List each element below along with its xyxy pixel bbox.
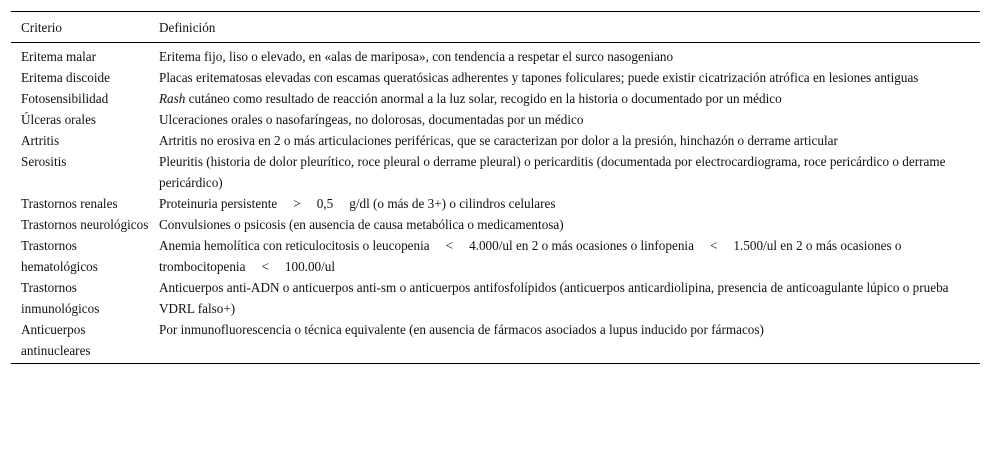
header-definicion: Definición xyxy=(159,19,216,35)
definicion-cell: Anticuerpos anti-ADN o anticuerpos anti-sm o anticuerpos antifosfolípidos (anticuerpos anticardiolipina, presencia de anticoagulante lúpico o prueba VDRL falso+) xyxy=(159,280,949,316)
criterio-cell: Eritema malar xyxy=(21,49,97,64)
operator-lt: < xyxy=(709,238,718,253)
table-row xyxy=(11,319,980,361)
table-row xyxy=(11,277,980,319)
criterio-cell: Úlceras orales xyxy=(21,112,97,127)
criterio-cell: Artritis xyxy=(21,133,60,148)
table-header xyxy=(11,12,980,42)
definicion-cell xyxy=(159,88,980,109)
criteria-table xyxy=(11,11,980,364)
definicion-cell: Convulsiones o psicosis (en ausencia de causa metabólica o medicamentosa) xyxy=(159,217,564,232)
table-row xyxy=(11,130,980,151)
definicion-cell: Ulceraciones orales o nasofaríngeas, no dolorosas, documentadas por un médico xyxy=(159,112,584,127)
definicion-text: 4.000/ul en 2 o más ocasiones o linfopenia xyxy=(469,238,694,253)
definicion-text: Anemia hemolítica con reticulocitosis o leucopenia xyxy=(159,238,430,253)
definicion-value: 0,5 xyxy=(316,196,334,211)
table-body xyxy=(11,43,980,363)
criterio-cell: Trastornos neurológicos xyxy=(21,217,149,232)
definicion-cell: Eritema fijo, liso o elevado, en «alas de mariposa», con tendencia a respetar el surco nasogeniano xyxy=(159,49,674,64)
definicion-text: cutáneo como resultado de reacción anormal a la luz solar, recogido en la historia o documentado por un médico xyxy=(185,91,782,106)
criterio-cell: Trastornos hematológicos xyxy=(21,238,98,274)
table-row xyxy=(11,235,980,277)
definicion-cell: Pleuritis (historia de dolor pleurítico, roce pleural o derrame pleural) o pericarditis (documentada por electrocardiograma, roce pericárdico o derrame pericárdico) xyxy=(159,154,946,190)
header-criterio: Criterio xyxy=(21,19,63,35)
definicion-text: g/dl (o más de 3+) o cilindros celulares xyxy=(349,196,556,211)
definicion-cell: Artritis no erosiva en 2 o más articulaciones periféricas, que se caracterizan por dolor a la presión, hinchazón o derrame articular xyxy=(159,133,838,148)
table-row xyxy=(11,67,980,88)
table-row xyxy=(11,151,980,193)
table-row xyxy=(11,46,980,67)
criterio-cell: Serositis xyxy=(21,154,67,169)
definicion-text: Proteinuria persistente xyxy=(159,196,278,211)
definicion-cell: Placas eritematosas elevadas con escamas queratósicas adherentes y tapones foliculares; puede existir cicatrización atrófica en lesiones antiguas xyxy=(159,70,919,85)
table-row xyxy=(11,88,980,109)
operator-lt: < xyxy=(445,238,454,253)
definicion-cell xyxy=(159,193,980,214)
table-row xyxy=(11,193,980,214)
operator-gt: > xyxy=(293,196,301,211)
operator-lt: < xyxy=(261,259,269,274)
criterio-cell: Anticuerpos antinucleares xyxy=(21,322,91,358)
criterio-cell: Fotosensibilidad xyxy=(21,91,109,106)
table-row xyxy=(11,109,980,130)
table-row xyxy=(11,214,980,235)
table-bottom-rule xyxy=(11,363,980,364)
definicion-cell: Por inmunofluorescencia o técnica equivalente (en ausencia de fármacos asociados a lupus inducido por fármacos) xyxy=(159,322,764,337)
definicion-text: 1.500/ul en 2 o más ocasiones o trombocitopenia xyxy=(159,238,902,274)
criterio-cell: Trastornos inmunológicos xyxy=(21,280,100,316)
criterio-cell: Trastornos renales xyxy=(21,196,118,211)
definicion-cell xyxy=(159,235,980,277)
rash-italic: Rash xyxy=(159,91,186,106)
criterio-cell: Eritema discoide xyxy=(21,70,110,85)
definicion-text: 100.00/ul xyxy=(284,259,336,274)
